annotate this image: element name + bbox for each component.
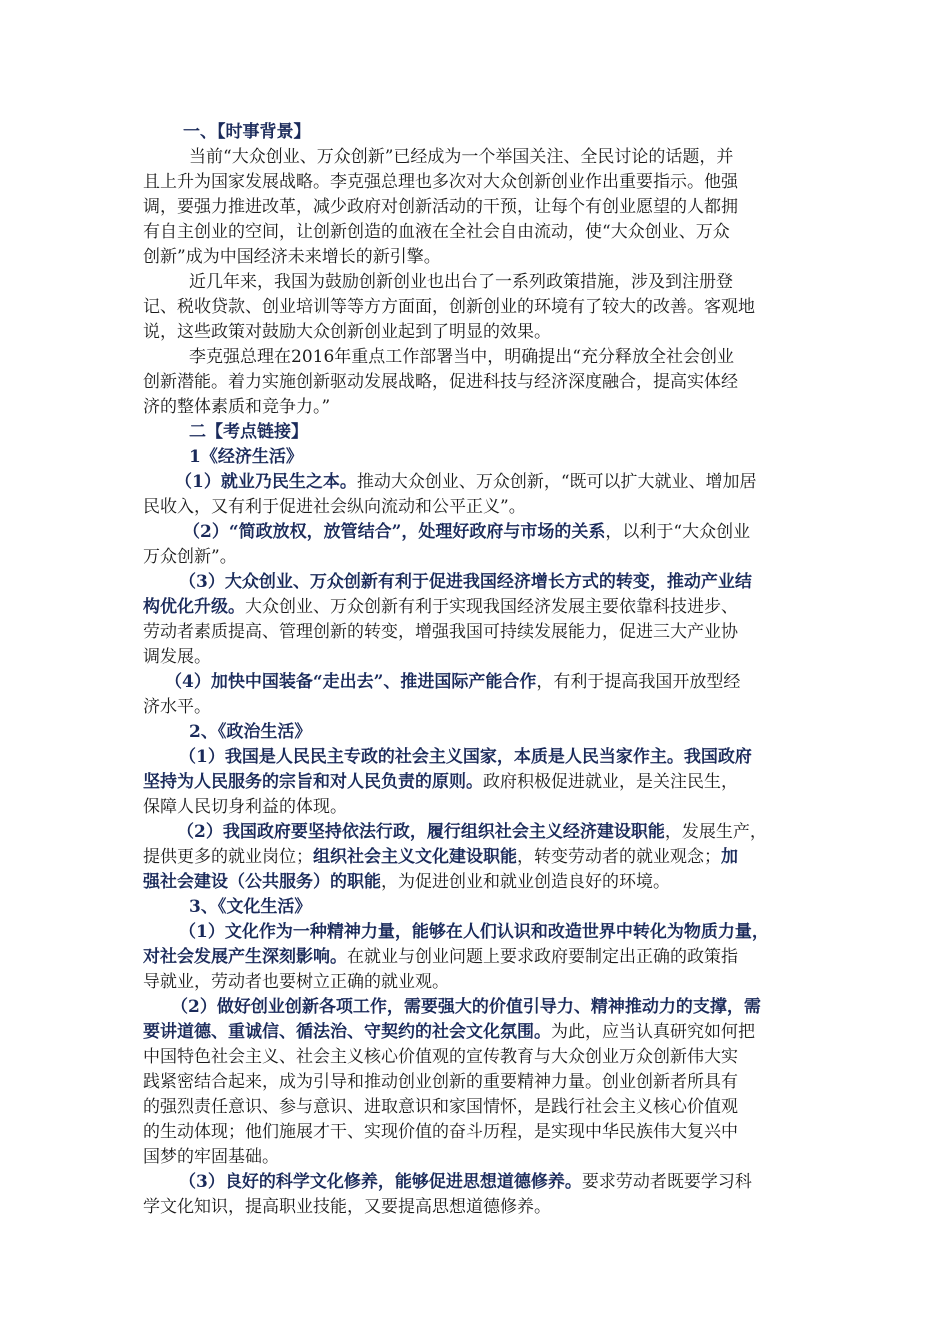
text-line: 济的整体素质和竞争力。” <box>143 397 331 417</box>
pol-item-1 <box>143 745 813 820</box>
bold-text: 强社会建设（公共服务）的职能 <box>143 872 381 892</box>
text-line: 国梦的牢固基础。 <box>143 1147 279 1167</box>
bold-text: 组织社会主义文化建设职能 <box>313 847 517 867</box>
text-line: 践紧密结合起来，成为引导和推动创业创新的重要精神力量。创业创新者所具有 <box>143 1072 738 1092</box>
bold-text: 对社会发展产生深刻影响。 <box>143 947 347 967</box>
text-line: 调，要强力推进改革，减少政府对创新活动的干预，让每个有创业愿望的人都拥 <box>143 197 738 217</box>
text-line: 保障人民切身利益的体现。 <box>143 797 347 817</box>
text-line: 的强烈责任意识、参与意识、进取意识和家国情怀，是践行社会主义核心价值观 <box>143 1097 738 1117</box>
text: ，有利于提高我国开放型经 <box>536 672 741 692</box>
text: 在就业与创业问题上要求政府要制定出正确的政策指 <box>347 947 738 967</box>
bold-text: 坚持为人民服务的宗旨和对人民负责的原则。 <box>143 772 483 792</box>
bold-text: （2）“简政放权，放管结合”，处理好政府与市场的关系 <box>183 522 606 542</box>
text: 推动大众创业、万众创新，“既可以扩大就业、增加居 <box>356 472 757 492</box>
text-line: 李克强总理在2016年重点工作部署当中，明确提出“充分释放全社会创业 <box>189 347 734 367</box>
document-body <box>143 120 813 1220</box>
bold-text: （1）就业乃民生之本。 <box>175 472 357 492</box>
bold-text: （3）大众创业、万众创新有利于促进我国经济增长方式的转变，推动产业结 <box>179 572 752 592</box>
subsection-heading-economic-life: 1《经济生活》 <box>189 447 303 467</box>
text-line: 记、税收贷款、创业培训等等方方面面，创新创业的环境有了较大的改善。客观地 <box>143 297 755 317</box>
pol-item-2 <box>143 820 813 895</box>
subsection-heading-political-life: 2、《政治生活》 <box>189 722 312 742</box>
text: 大众创业、万众创新有利于实现我国经济发展主要依靠科技进步、 <box>245 597 738 617</box>
paragraph-background-2 <box>143 270 813 345</box>
text-line: 调发展。 <box>143 647 211 667</box>
text-line: 创新”成为中国经济未来增长的新引擎。 <box>143 247 441 267</box>
econ-item-4 <box>143 670 813 720</box>
text-line: 万众创新”。 <box>143 547 237 567</box>
paragraph-background-3 <box>143 345 813 420</box>
text: ，转变劳动者的就业观念； <box>517 847 721 867</box>
subsection-heading-cultural-life: 3、《文化生活》 <box>189 897 312 917</box>
paragraph-background-1 <box>143 145 813 270</box>
bold-text: （2）我国政府要坚持依法行政，履行组织社会主义经济建设职能 <box>177 822 665 842</box>
text: 提供更多的就业岗位； <box>143 847 313 867</box>
text: ，为促进创业和就业创造良好的环境。 <box>381 872 670 892</box>
econ-item-2 <box>143 520 813 570</box>
text-line: 民收入，又有利于促进社会纵向流动和公平正义”。 <box>143 497 526 517</box>
text-line: 当前“大众创业、万众创新”已经成为一个举国关注、全民讨论的话题，并 <box>189 147 734 167</box>
bold-text: （3）良好的科学文化修养，能够促进思想道德修养。 <box>179 1172 582 1192</box>
text-line: 学文化知识，提高职业技能，又要提高思想道德修养。 <box>143 1197 551 1217</box>
text: 为此，应当认真研究如何把 <box>551 1022 755 1042</box>
text-line: 导就业，劳动者也要树立正确的就业观。 <box>143 972 449 992</box>
text: 要求劳动者既要学习科 <box>581 1172 752 1192</box>
section-heading-exam-links: 二【考点链接】 <box>189 422 308 442</box>
text-line: 有自主创业的空间，让创新创造的血液在全社会自由流动，使“大众创业、万众 <box>143 222 730 242</box>
text-line: 中国特色社会主义、社会主义核心价值观的宣传教育与大众创业万众创新伟大实 <box>143 1047 738 1067</box>
text-line: 创新潜能。着力实施创新驱动发展战略，促进科技与经济深度融合，提高实体经 <box>143 372 738 392</box>
text-line: 说，这些政策对鼓励大众创新创业起到了明显的效果。 <box>143 322 551 342</box>
cul-item-3 <box>143 1170 813 1220</box>
bold-text: 构优化升级。 <box>143 597 245 617</box>
bold-text: 加 <box>721 847 738 867</box>
bold-text: （1）我国是人民民主专政的社会主义国家，本质是人民当家作主。我国政府 <box>179 747 752 767</box>
text-line: 且上升为国家发展战略。李克强总理也多次对大众创新创业作出重要指示。他强 <box>143 172 738 192</box>
text-line: 劳动者素质提高、管理创新的转变，增强我国可持续发展能力，促进三大产业协 <box>143 622 738 642</box>
text: ，发展生产， <box>664 822 767 842</box>
bold-text: （1）文化作为一种精神力量，能够在人们认识和改造世界中转化为物质力量， <box>179 922 769 942</box>
econ-item-1 <box>143 470 813 520</box>
text-line: 济水平。 <box>143 697 211 717</box>
text-line: 近几年来，我国为鼓励创新创业也出台了一系列政策措施，涉及到注册登 <box>189 272 733 292</box>
text-line: 的生动体现；他们施展才干、实现价值的奋斗历程，是实现中华民族伟大复兴中 <box>143 1122 738 1142</box>
bold-text: （2）做好创业创新各项工作，需要强大的价值引导力、精神推动力的支撑，需 <box>171 997 761 1017</box>
text: ，以利于“大众创业 <box>605 522 751 542</box>
bold-text: 要讲道德、重诚信、循法治、守契约的社会文化氛围。 <box>143 1022 551 1042</box>
econ-item-3 <box>143 570 813 670</box>
bold-text: （4）加快中国装备“走出去”、推进国际产能合作 <box>165 672 537 692</box>
cul-item-2 <box>143 995 813 1170</box>
section-heading-current-events: 一、【时事背景】 <box>183 122 311 142</box>
cul-item-1 <box>143 920 813 995</box>
text: 政府积极促进就业，是关注民生， <box>483 772 738 792</box>
